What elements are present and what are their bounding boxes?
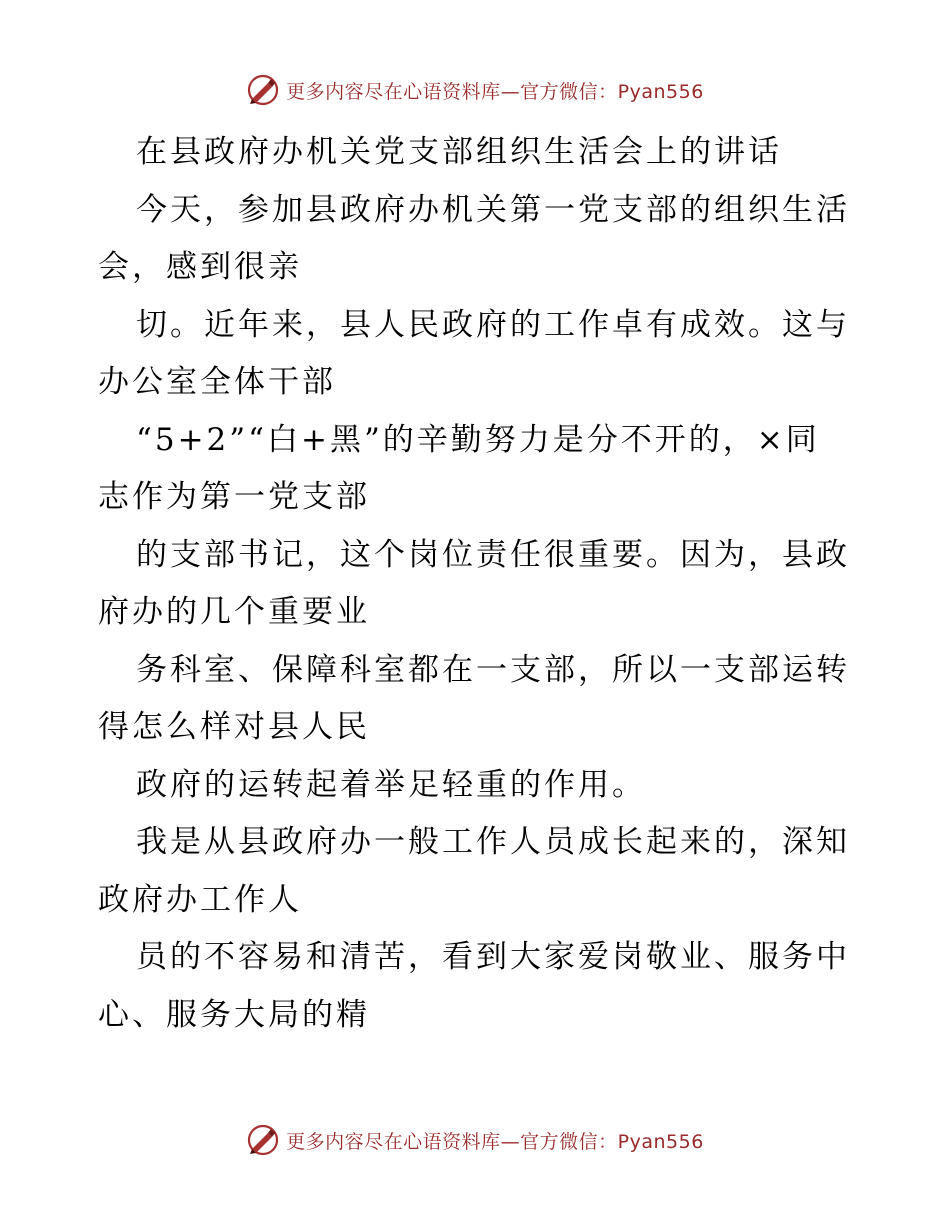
text-line: 会，感到很亲 [98, 249, 302, 285]
text-line: 办公室全体干部 [98, 364, 336, 400]
text-line: 今天，参加县政府办机关第一党支部的组织生活 [136, 191, 850, 228]
text-line: 志作为第一党支部 [98, 479, 370, 515]
text-line: “5+2”“白+黑”的辛勤努力是分不开的，×同 [136, 421, 820, 458]
text-line: 政府的运转起着举足轻重的作用。 [136, 766, 646, 803]
text-line: 在县政府办机关党支部组织生活会上的讲话 [136, 134, 782, 170]
text-line: 务科室、保障科室都在一支部，所以一支部运转 [136, 651, 850, 688]
header-banner-text: 更多内容尽在心语资料库—官方微信：Pyan556 [286, 80, 704, 103]
text-line: 心、服务大局的精 [98, 996, 370, 1033]
header-banner [0, 70, 950, 110]
text-line: 我是从县政府办一般工作人员成长起来的，深知 [136, 824, 850, 860]
footer-banner [0, 1120, 950, 1160]
text-line: 政府办工作人 [98, 881, 302, 918]
text-line: 得怎么样对县人民 [98, 709, 370, 745]
footer-banner-text: 更多内容尽在心语资料库—官方微信：Pyan556 [286, 1130, 704, 1153]
text-line: 员的不容易和清苦，看到大家爱岗敬业、服务中 [136, 939, 850, 975]
text-line: 切。近年来，县人民政府的工作卓有成效。这与 [136, 306, 850, 343]
pen-logo-icon [246, 1123, 280, 1157]
document-body [98, 124, 858, 1044]
pen-logo-icon [246, 73, 280, 107]
text-line: 府办的几个重要业 [98, 594, 370, 630]
text-line: 的支部书记，这个岗位责任很重要。因为，县政 [136, 536, 850, 573]
